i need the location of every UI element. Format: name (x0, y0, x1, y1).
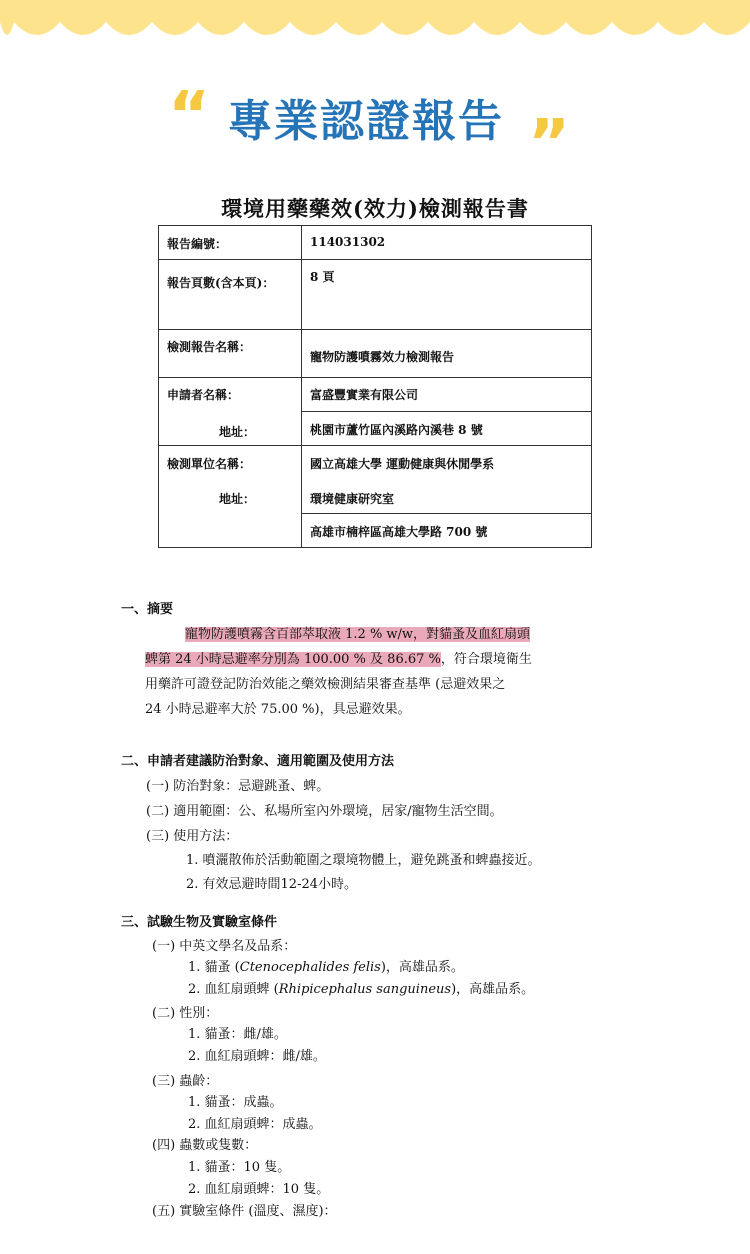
section-2-title: 二、申請者建議防治對象、適用範圍及使用方法 (121, 754, 395, 769)
lab-name-label: 檢測單位名稱： (167, 457, 252, 471)
list-item: (二) 性別： (152, 1006, 219, 1021)
summary-line-3: 用藥許可證登記防治效能之藥效檢測結果審查基準 (忌避效果之 (145, 677, 506, 692)
report-name-label: 檢測報告名稱： (159, 330, 302, 378)
list-item: 1. 噴灑散佈於活動範圍之環境物體上，避免跳蚤和蜱蟲接近。 (186, 853, 541, 868)
list-item: (一) 防治對象：忌避跳蚤、蜱。 (146, 779, 330, 794)
lab-name-value-2: 環境健康研究室 (310, 492, 395, 506)
report-number-value: 114031302 (302, 226, 592, 260)
list-item (188, 978, 534, 997)
applicant-address-value: 桃園市蘆竹區內溪路內溪巷 8 號 (302, 412, 592, 446)
lab-address-value: 高雄市楠梓區高雄大學路 700 號 (302, 514, 592, 548)
lab-name-value: 國立高雄大學 運動健康與休閒學系 (310, 457, 495, 471)
list-item: 2. 血紅扇頭蜱：10 隻。 (188, 1182, 330, 1197)
list-item: 2. 有效忌避時間12-24小時。 (186, 877, 358, 892)
species-1-scientific-name: Ctenocephalides felis (239, 960, 381, 975)
table-row (159, 330, 592, 378)
list-item: 1. 貓蚤：成蟲。 (188, 1095, 283, 1110)
species-2-scientific-name: Rhipicephalus sanguineus (278, 982, 452, 997)
section-1-title: 一、摘要 (121, 602, 174, 617)
list-item: (四) 蟲數或隻數： (152, 1138, 258, 1153)
section-3-title: 三、試驗生物及實驗室條件 (121, 915, 278, 930)
species-2-suffix: )，高雄品系。 (451, 982, 535, 997)
report-pages-label: 報告頁數(含本頁)： (159, 260, 302, 330)
summary-line-2-rest: ，符合環境衛生 (440, 652, 532, 667)
page-title: 專業認證報告 (228, 96, 504, 147)
applicant-name-value: 富盛豐實業有限公司 (302, 378, 592, 412)
summary-line-4: 24 小時忌避率大於 75.00 %)，具忌避效果。 (145, 702, 411, 717)
list-item: 2. 血紅扇頭蜱：雌/雄。 (188, 1049, 326, 1064)
species-1-prefix: 1. 貓蚤 ( (188, 960, 240, 975)
summary-line-1: 寵物防護噴霧含百部萃取液 1.2 % w/w，對貓蚤及血紅扇頭 (185, 627, 531, 642)
list-item: 2. 血紅扇頭蜱：成蟲。 (188, 1117, 322, 1132)
applicant-cell (159, 378, 302, 446)
list-item: (三) 蟲齡： (152, 1074, 219, 1089)
table-row (159, 226, 592, 260)
report-title: 環境用藥藥效(效力)檢測報告書 (221, 196, 529, 221)
applicant-name-label: 申請者名稱： (167, 388, 240, 402)
report-number-label: 報告編號： (159, 226, 302, 260)
table-row (159, 446, 592, 514)
table-row (159, 260, 592, 330)
summary-paragraph (145, 622, 640, 722)
list-item: (二) 適用範圍：公、私場所室內外環境，居家/寵物生活空間。 (146, 804, 503, 819)
close-quote-icon: ” (528, 107, 571, 181)
table-row (159, 378, 592, 412)
headline (0, 79, 750, 181)
species-1-suffix: )，高雄品系。 (380, 960, 464, 975)
list-item: (五) 實驗室條件 (溫度、濕度)： (152, 1204, 337, 1219)
list-item (188, 956, 464, 975)
report-info-table (158, 225, 592, 548)
list-item: (三) 使用方法： (146, 829, 239, 844)
summary-highlight: 蜱第 24 小時忌避率分別為 100.00 % 及 86.67 % (145, 652, 441, 667)
lab-address-label: 地址： (219, 492, 256, 506)
report-pages-value: 8 頁 (302, 260, 592, 330)
applicant-address-label: 地址： (219, 425, 256, 439)
wave-banner (0, 0, 750, 48)
species-2-prefix: 2. 血紅扇頭蜱 ( (188, 982, 279, 997)
open-quote-icon: “ (168, 79, 211, 153)
list-item: 1. 貓蚤：雌/雄。 (188, 1027, 287, 1042)
report-name-value: 寵物防護噴霧效力檢測報告 (302, 330, 592, 378)
list-item: (一) 中英文學名及品系： (152, 939, 297, 954)
lab-name-cell (302, 446, 592, 514)
list-item: 1. 貓蚤：10 隻。 (188, 1160, 291, 1175)
lab-cell (159, 446, 302, 548)
